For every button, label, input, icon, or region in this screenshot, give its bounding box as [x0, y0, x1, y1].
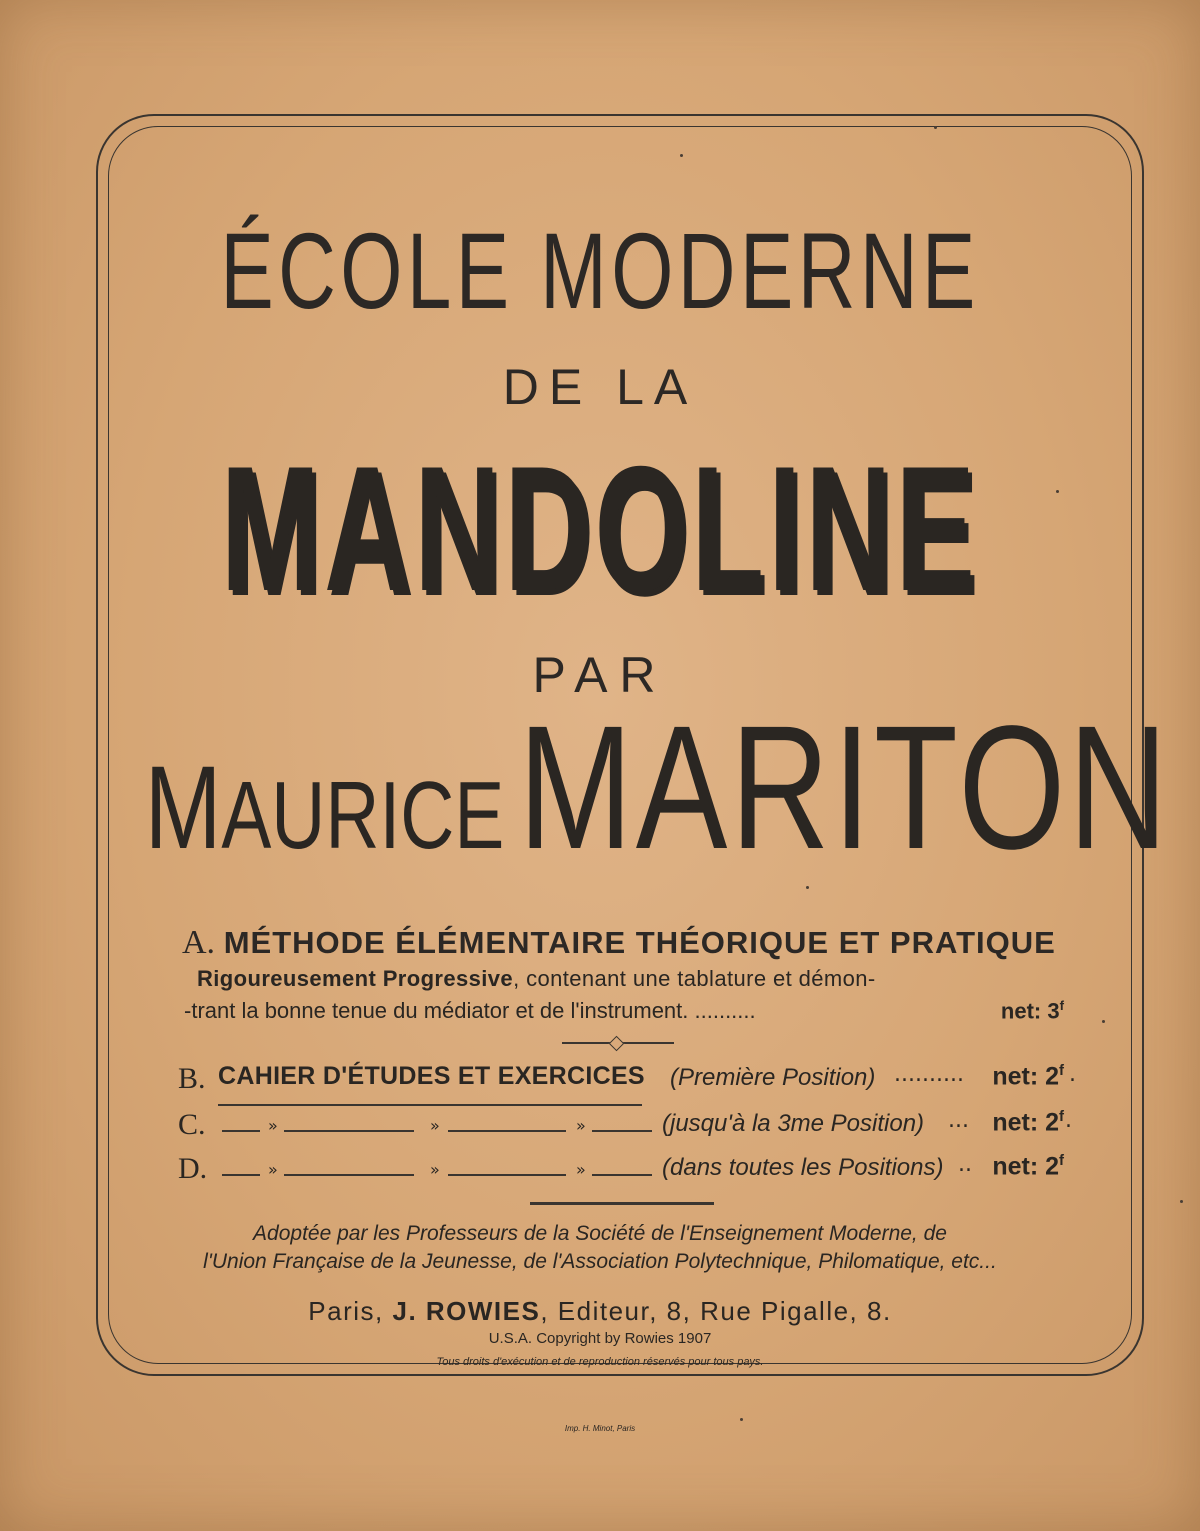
volume-c-ditto-3: »	[576, 1116, 586, 1135]
paper-speck	[806, 886, 809, 889]
volume-d-letter: D.	[178, 1152, 208, 1185]
author-last-name: MARITON	[518, 690, 1171, 886]
volume-d-row	[178, 1152, 1076, 1188]
volume-a-desc-line3: -trant la bonne tenue du médiator et de l'instrument. ..........	[184, 998, 756, 1023]
volume-c-trail: .	[1065, 1108, 1072, 1133]
volume-b-price-unit: f	[1059, 1062, 1064, 1079]
volume-d-dash-3	[448, 1174, 566, 1176]
author-first-rest: AURICE	[221, 762, 505, 869]
volume-d-ditto-1: »	[268, 1160, 278, 1179]
volume-d-price	[992, 1152, 1064, 1181]
volume-a-price-unit: f	[1059, 998, 1064, 1013]
publisher-prefix: Paris,	[308, 1296, 393, 1326]
volume-c-dash-2	[284, 1130, 414, 1132]
paper-speck	[740, 1418, 743, 1421]
volume-a-description	[197, 966, 876, 992]
volume-c-ditto-2: »	[430, 1116, 440, 1135]
volume-c-price-value: net: 2	[992, 1108, 1059, 1137]
volume-b-label: CAHIER D'ÉTUDES ET EXERCICES	[218, 1062, 645, 1090]
author-name-inner	[144, 690, 1171, 886]
volume-a-desc-bold: Rigoureusement Progressive	[197, 966, 514, 991]
volume-d-ditto-2: »	[430, 1160, 440, 1179]
volume-b-row	[178, 1062, 1076, 1098]
section-rule	[530, 1202, 714, 1205]
volume-b-underline	[218, 1104, 642, 1106]
printer-imprint: Imp. H. Minot, Paris	[564, 1424, 636, 1433]
paper-speck	[1056, 490, 1059, 493]
copyright-line: U.S.A. Copyright by Rowies 1907	[488, 1330, 712, 1347]
paper-speck	[1102, 1020, 1105, 1023]
paper-speck	[680, 154, 683, 157]
volume-b-trail: .	[1069, 1062, 1076, 1087]
volume-a-letter: A.	[182, 924, 216, 961]
volume-b-letter: B.	[178, 1062, 206, 1095]
volume-d-dots: ..	[958, 1152, 972, 1177]
rights-reserved-line: Tous droits d'exécution et de reproduction réservés pour tous pays.	[436, 1356, 764, 1368]
publisher-address: , Editeur, 8, Rue Pigalle, 8.	[540, 1296, 892, 1326]
volume-d-position: (dans toutes les Positions)	[662, 1154, 944, 1181]
volume-d-price-value: net: 2	[992, 1152, 1059, 1181]
title-line-mandoline	[0, 429, 1200, 628]
volume-c-row	[178, 1108, 1076, 1144]
volume-b-position: (Première Position)	[670, 1064, 876, 1091]
adoption-line-1: Adoptée par les Professeurs de la Société de l'Enseignement Moderne, de	[253, 1222, 947, 1245]
volume-a-desc-rest: , contenant une tablature et démon-	[513, 966, 876, 991]
volume-b-price-value: net: 2	[992, 1062, 1059, 1091]
volume-c-price	[992, 1108, 1064, 1137]
volume-c-dash-1	[222, 1130, 260, 1132]
volume-c-dash-4	[592, 1130, 652, 1132]
volume-d-dash-1	[222, 1174, 260, 1176]
volume-b-price	[992, 1062, 1064, 1091]
volume-d-dash-2	[284, 1174, 414, 1176]
volume-a-title	[182, 924, 1056, 962]
volume-d-dash-4	[592, 1174, 652, 1176]
volume-c-dash-3	[448, 1130, 566, 1132]
author-name	[0, 690, 1200, 886]
publisher-name: J. ROWIES	[392, 1296, 541, 1326]
volume-a-label: MÉTHODE ÉLÉMENTAIRE THÉORIQUE ET PRATIQUE	[223, 925, 1056, 960]
title-line-par: PAR	[532, 647, 668, 703]
volume-c-dots: ...	[948, 1108, 969, 1133]
volume-d-ditto-3: »	[576, 1160, 586, 1179]
volume-c-position: (jusqu'à la 3me Position)	[662, 1110, 925, 1137]
volume-c-price-unit: f	[1059, 1108, 1064, 1125]
title-text-1: ÉCOLE MODERNE	[220, 210, 980, 331]
adoption-line-2: l'Union Française de la Jeunesse, de l'Association Polytechnique, Philomatique, etc...	[203, 1250, 997, 1273]
ornamental-divider	[562, 1038, 674, 1047]
volume-a-description-line3	[184, 998, 1064, 1024]
volume-a-price	[1001, 998, 1064, 1024]
volume-b-dots: ..........	[894, 1062, 964, 1087]
paper-speck	[1180, 1200, 1183, 1203]
volume-c-ditto-1: »	[268, 1116, 278, 1135]
paper-speck	[934, 126, 937, 129]
publisher-line	[0, 1296, 1200, 1327]
volume-c-letter: C.	[178, 1108, 206, 1141]
title-line-ecole-moderne	[0, 208, 1200, 333]
volume-d-price-unit: f	[1059, 1152, 1064, 1169]
title-text-mandoline: MANDOLINE	[220, 429, 980, 628]
title-line-de-la: DE LA	[502, 359, 698, 415]
volume-a-price-value: net: 3	[1000, 998, 1060, 1024]
author-first-initial: M	[144, 742, 222, 874]
